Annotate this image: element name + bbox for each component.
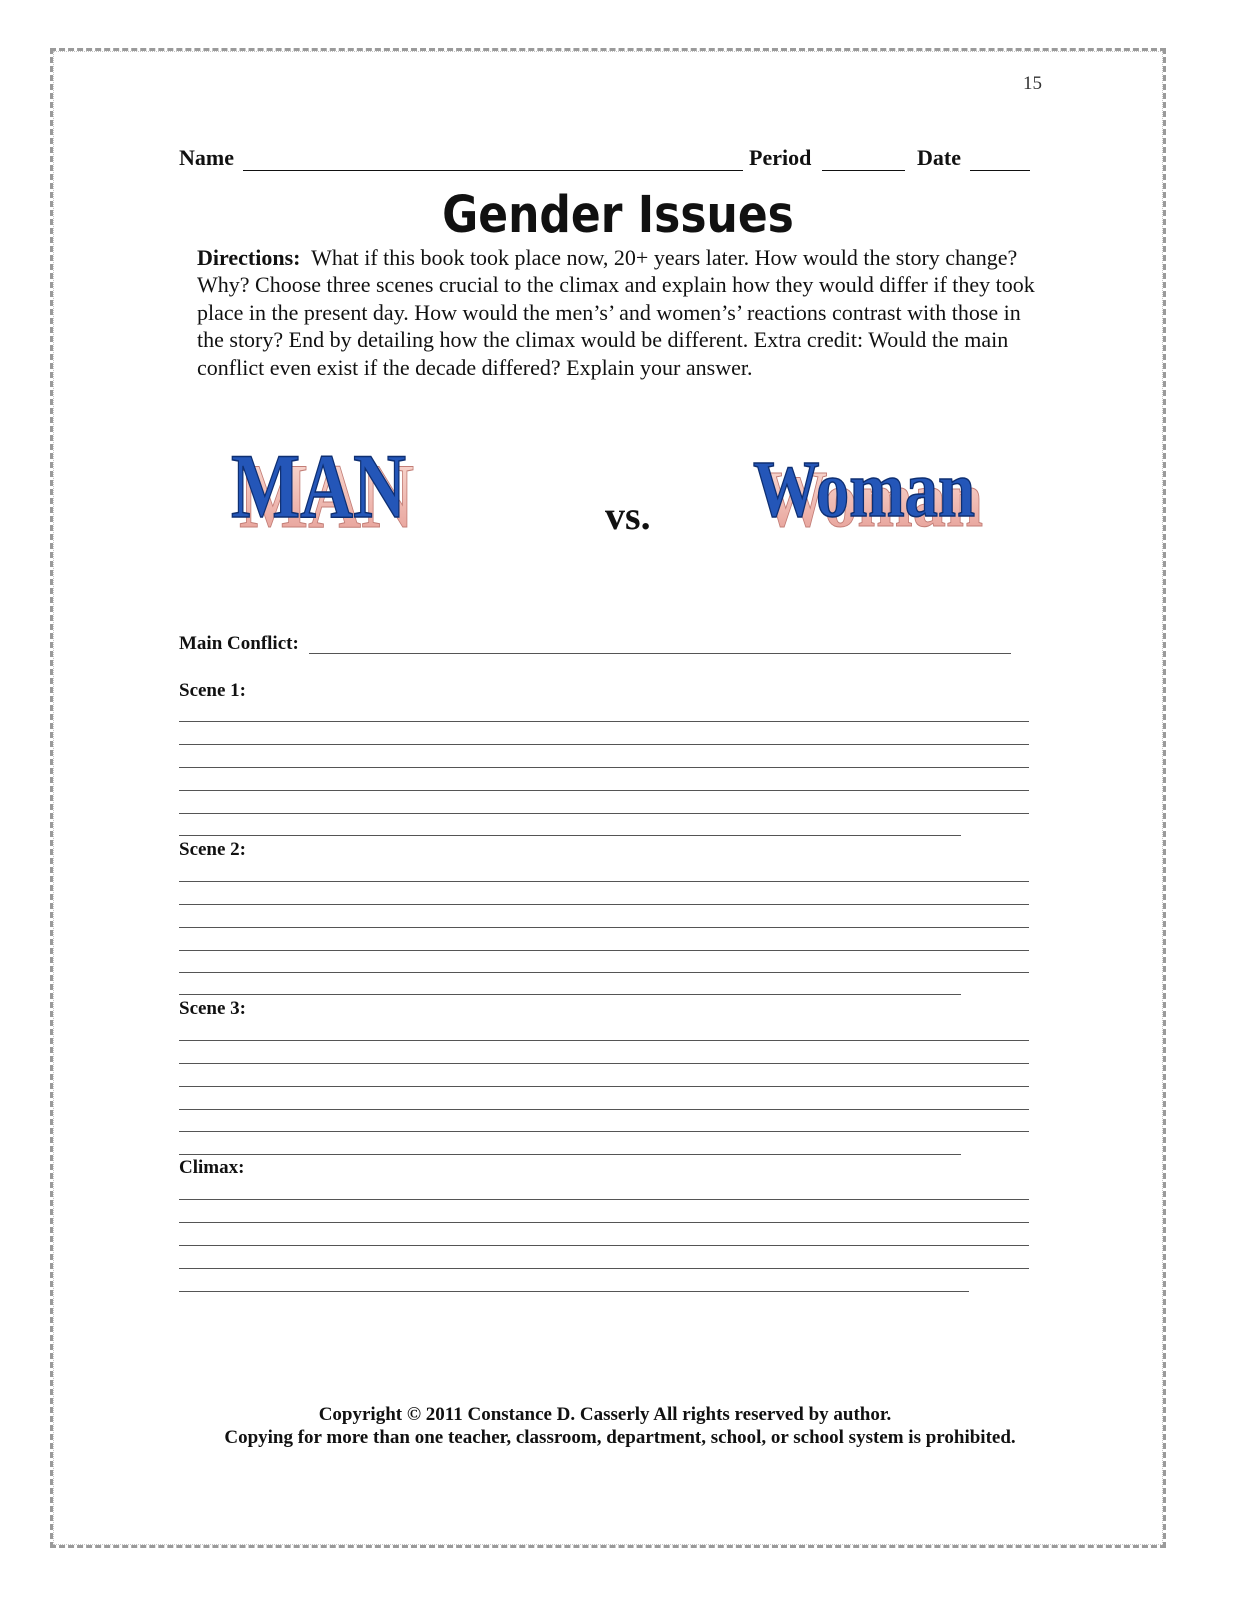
- woman-wordart: [745, 420, 990, 535]
- copyright-line-1: Copyright © 2011 Constance D. Casserly All rights reserved by author.: [318, 1404, 892, 1425]
- main-conflict-label: Main Conflict:: [179, 633, 299, 654]
- man-wordart: [225, 405, 425, 535]
- woman-wordart-text: Woman: [753, 446, 975, 534]
- scene3-line[interactable]: [179, 1063, 1029, 1064]
- climax-line[interactable]: [179, 1222, 1029, 1223]
- directions-text: What if this book took place now, 20+ years later. How would the story change? Why? Choose three scenes crucial to the climax and explain how they would differ if they took place in the present day. How would the men’s’ and women’s’ reactions contrast with those in the story? End by detailing how the climax would be different. Extra credit: Would the main conflict even exist if the decade differed? Explain your answer.: [197, 245, 1035, 380]
- date-field[interactable]: [970, 170, 1030, 171]
- scene1-line[interactable]: [179, 721, 1029, 722]
- scene2-line[interactable]: [179, 927, 1029, 928]
- scene1-line[interactable]: [179, 813, 1029, 814]
- climax-line[interactable]: [179, 1199, 1029, 1200]
- period-label: Period: [749, 145, 812, 170]
- scene3-line[interactable]: [179, 1131, 1029, 1132]
- climax-label: Climax:: [179, 1157, 245, 1178]
- scene3-line[interactable]: [179, 1154, 961, 1155]
- period-field[interactable]: [822, 170, 905, 171]
- scene1-line[interactable]: [179, 767, 1029, 768]
- man-wordart-text: MAN: [231, 435, 406, 535]
- scene2-line[interactable]: [179, 950, 1029, 951]
- scene3-line[interactable]: [179, 1086, 1029, 1087]
- scene2-line[interactable]: [179, 881, 1029, 882]
- climax-line[interactable]: [179, 1268, 1029, 1269]
- scene2-line[interactable]: [179, 994, 961, 995]
- copyright-line-2: Copying for more than one teacher, classroom, department, school, or school system is prohibited.: [224, 1427, 1016, 1448]
- scene2-line[interactable]: [179, 904, 1029, 905]
- scene1-line[interactable]: [179, 790, 1029, 791]
- date-label: Date: [917, 145, 961, 170]
- climax-line[interactable]: [179, 1291, 969, 1292]
- woman-wordart-shadow: Woman: [761, 456, 983, 535]
- copyright-notice: [160, 1403, 1080, 1449]
- scene3-line[interactable]: [179, 1109, 1029, 1110]
- climax-line[interactable]: [179, 1245, 1029, 1246]
- name-label: Name: [179, 145, 234, 170]
- man-wordart-shadow: MAN: [239, 445, 414, 535]
- scene1-line[interactable]: [179, 744, 1029, 745]
- scene1-label: Scene 1:: [179, 680, 247, 701]
- page-number: 15: [1023, 73, 1042, 94]
- scene1-line[interactable]: [179, 835, 961, 836]
- scene3-line[interactable]: [179, 1040, 1029, 1041]
- scene2-line[interactable]: [179, 972, 1029, 973]
- directions: [197, 244, 1037, 381]
- name-field[interactable]: [243, 170, 743, 171]
- directions-label: Directions:: [197, 245, 301, 270]
- scene2-label: Scene 2:: [179, 839, 247, 860]
- page-title: Gender Issues: [442, 186, 794, 245]
- scene3-label: Scene 3:: [179, 998, 247, 1019]
- versus-text: vs.: [605, 493, 651, 538]
- main-conflict-line[interactable]: [309, 653, 1011, 654]
